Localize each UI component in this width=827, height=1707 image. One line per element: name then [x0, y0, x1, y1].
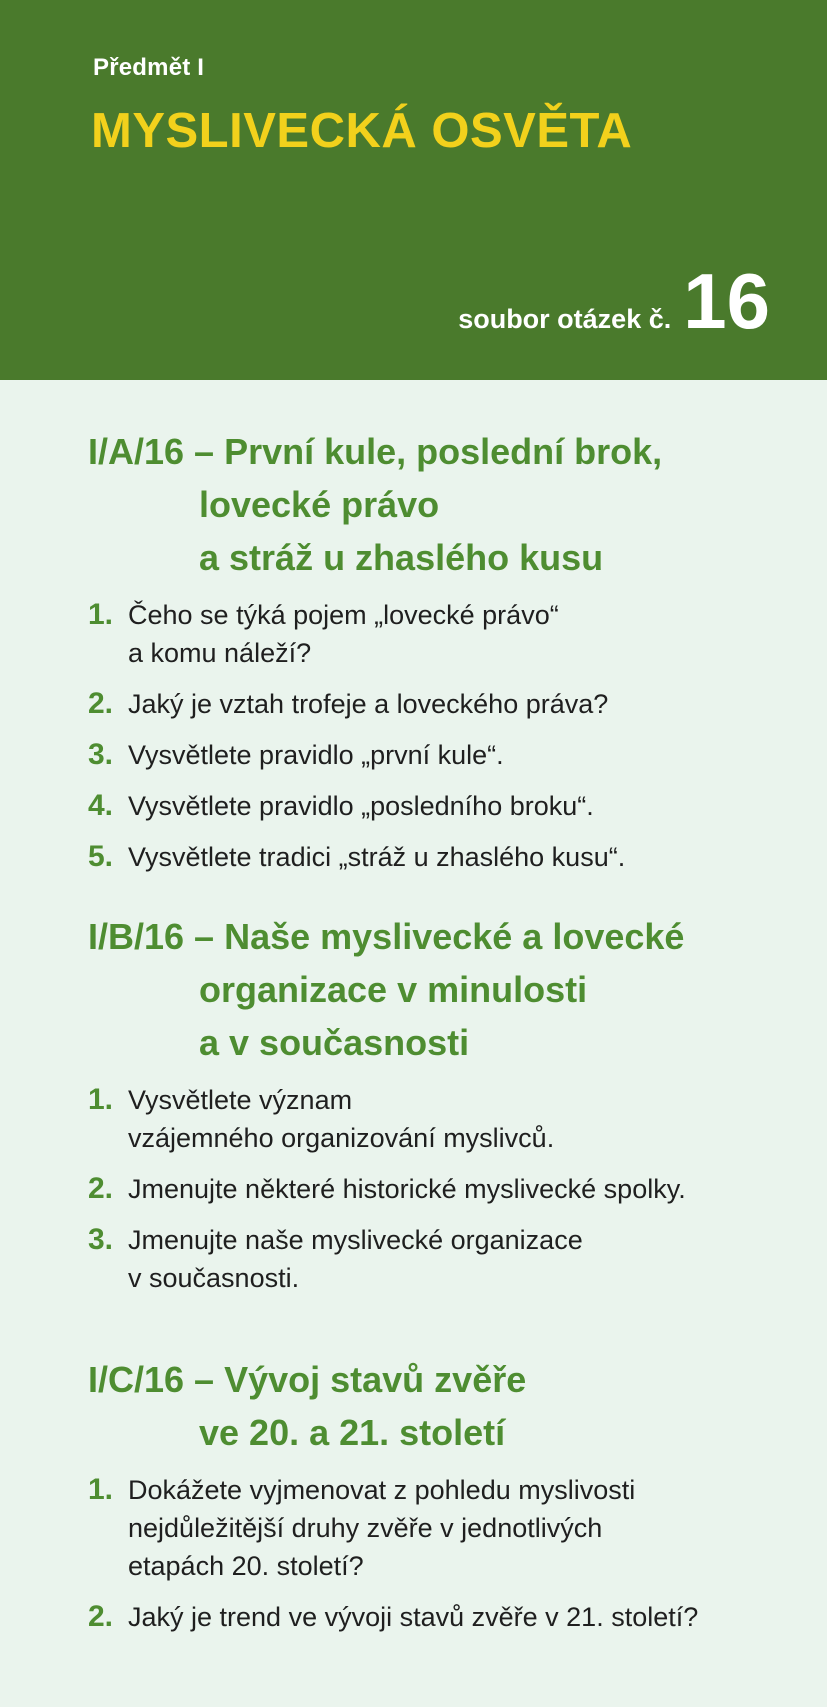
question-text	[128, 596, 559, 672]
question-text-line: Dokážete vyjmenovat z pohledu myslivosti	[128, 1475, 636, 1505]
section-title-line: I/B/16 – Naše myslivecké a lovecké	[88, 916, 685, 957]
question-section-a	[88, 425, 788, 889]
question-text	[128, 685, 608, 723]
question-text	[128, 1598, 698, 1636]
question-set-number: 16	[683, 257, 770, 345]
subject-header	[0, 0, 827, 380]
question-set-label: soubor otázek č.	[458, 304, 672, 334]
section-title-a	[88, 425, 788, 584]
questions-content	[0, 380, 827, 1707]
question-number: 2.	[88, 1600, 114, 1633]
subject-title: MYSLIVECKÁ OSVĚTA	[91, 104, 633, 158]
section-title-c	[88, 1353, 788, 1459]
question-number: 2.	[88, 687, 114, 720]
section-title-line: a stráž u zhaslého kusu	[199, 537, 604, 578]
question-text-line: Jmenujte naše myslivecké organizace	[128, 1225, 583, 1255]
question-number: 3.	[88, 738, 114, 771]
question-text-line: vzájemného organizování myslivců.	[128, 1123, 555, 1153]
question-item	[88, 1221, 788, 1297]
question-text-line: Jmenujte některé historické myslivecké spolky.	[128, 1174, 686, 1204]
question-text-line: Vysvětlete význam	[128, 1085, 353, 1115]
section-title-b	[88, 910, 788, 1069]
question-text-line: Jaký je vztah trofeje a loveckého práva?	[128, 689, 609, 719]
question-item	[88, 685, 788, 723]
question-item	[88, 1471, 788, 1585]
question-section-b	[88, 910, 788, 1310]
question-list-c	[88, 1471, 788, 1636]
question-item	[88, 1081, 788, 1157]
question-number: 1.	[88, 1473, 114, 1506]
question-number: 1.	[88, 598, 114, 631]
question-text-line: Vysvětlete pravidlo „první kule“.	[128, 740, 504, 770]
question-section-c	[88, 1353, 788, 1649]
question-text-line: Vysvětlete pravidlo „posledního broku“.	[128, 791, 594, 821]
question-text-line: Vysvětlete tradici „stráž u zhaslého kusu“.	[128, 842, 626, 872]
question-text-line: a komu náleží?	[128, 638, 312, 668]
question-number: 1.	[88, 1083, 114, 1116]
question-text-line: etapách 20. století?	[128, 1551, 364, 1581]
section-title-line: a v současnosti	[199, 1022, 470, 1063]
question-item	[88, 736, 788, 774]
section-title-line: lovecké právo	[199, 484, 440, 525]
question-text-line: Jaký je trend ve vývoji stavů zvěře v 21. století?	[128, 1602, 699, 1632]
question-list-b	[88, 1081, 788, 1297]
question-number: 5.	[88, 840, 114, 873]
question-item	[88, 596, 788, 672]
question-number: 2.	[88, 1172, 114, 1205]
section-title-line: ve 20. a 21. století	[199, 1412, 506, 1453]
section-title-line: I/A/16 – První kule, poslední brok,	[88, 431, 663, 472]
question-text	[128, 1081, 554, 1157]
subject-label: Předmět I	[93, 54, 205, 81]
question-item	[88, 787, 788, 825]
question-text-line: v současnosti.	[128, 1263, 300, 1293]
question-text	[128, 787, 594, 825]
question-number: 4.	[88, 789, 114, 822]
question-text-line: Čeho se týká pojem „lovecké právo“	[128, 600, 559, 630]
question-text	[128, 838, 625, 876]
question-text	[128, 1221, 583, 1297]
question-text	[128, 736, 504, 774]
section-title-line: organizace v minulosti	[199, 969, 588, 1010]
question-text-line: nejdůležitější druhy zvěře v jednotlivých	[128, 1513, 603, 1543]
question-list-a	[88, 596, 788, 876]
question-text	[128, 1471, 635, 1585]
question-item	[88, 1598, 788, 1636]
question-set-indicator	[458, 257, 770, 345]
question-item	[88, 1170, 788, 1208]
section-title-line: I/C/16 – Vývoj stavů zvěře	[88, 1359, 527, 1400]
question-item	[88, 838, 788, 876]
question-text	[128, 1170, 686, 1208]
question-number: 3.	[88, 1223, 114, 1256]
